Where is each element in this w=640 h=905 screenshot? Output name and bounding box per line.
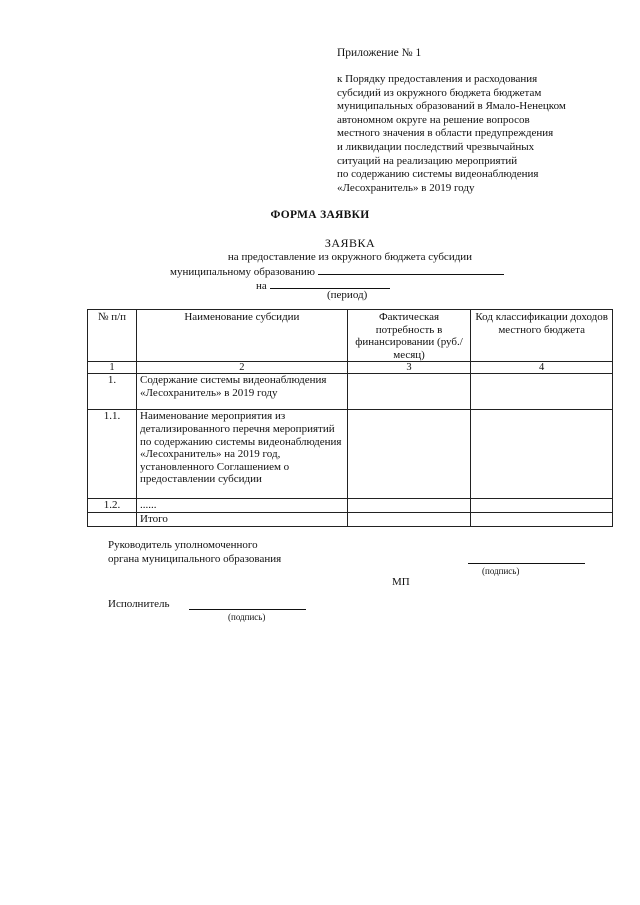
column-number: 2 [137,362,348,374]
row-need-cell[interactable] [347,374,471,410]
total-label: Итого [137,512,348,526]
request-subtitle: на предоставление из окружного бюджета субсидии [227,251,473,263]
column-number-row [88,362,613,374]
appendix-text [337,73,627,195]
header-num: № п/п [88,310,137,362]
period-caption: (период) [327,289,368,301]
municipality-line [170,264,504,278]
row-need-cell[interactable] [347,410,471,499]
column-number: 1 [88,362,137,374]
row-name: Содержание системы видеонаблюдения «Лесохранитель» в 2019 году [137,374,348,410]
appendix-line: ситуаций на реализацию мероприятий [337,154,518,167]
appendix-line: по содержанию системы видеонаблюдения [337,168,539,181]
form-title: ФОРМА ЗАЯВКИ [270,209,370,221]
header-code: Код классификации доходов местного бюджета [471,310,613,362]
municipality-field[interactable] [318,264,504,275]
row-num: 1.2. [88,499,137,513]
appendix-line: к Порядку предоставления и расходования [337,73,538,85]
row-name: ...... [137,499,348,513]
head-signature-caption: (подпись) [482,566,520,576]
table-row-total [88,512,613,526]
head-signatory-line: Руководитель уполномоченного [108,539,258,551]
table-row [88,410,613,499]
row-code-cell[interactable] [471,374,613,410]
executor-signature-caption: (подпись) [228,612,266,622]
appendix-line: и ликвидации последствий чрезвычайных [337,140,535,153]
table-header-row [88,310,613,362]
column-number: 3 [347,362,471,374]
row-need-cell[interactable] [347,499,471,513]
request-table [87,309,613,527]
total-code-cell[interactable] [471,512,613,526]
table-row [88,499,613,513]
total-need-cell[interactable] [347,512,471,526]
period-line [256,278,390,292]
head-signatory-line: органа муниципального образования [108,552,282,565]
appendix-line: муниципальных образований в Ямало-Ненецком [337,100,566,113]
head-signatory [108,539,281,566]
request-title: ЗАЯВКА [324,236,376,250]
stamp-place: МП [392,576,410,588]
appendix-line: субсидий из окружного бюджета бюджетам [337,86,542,99]
period-field[interactable] [270,278,390,289]
executor-signature-field[interactable] [189,609,306,610]
header-need: Фактическая потребность в финансировании (руб./месяц) [347,310,471,362]
column-number: 4 [471,362,613,374]
row-code-cell[interactable] [471,410,613,499]
executor-label: Исполнитель [108,598,170,610]
row-num: 1. [88,374,137,410]
row-num [88,512,137,526]
appendix-line: автономном округе на решение вопросов [337,113,530,126]
header-name: Наименование субсидии [137,310,348,362]
row-name: Наименование мероприятия из детализированного перечня мероприятий по содержанию системы видеонаблюдения «Лесохранитель» на 2019 год, установленного Соглашением о предоставлении субсидии [137,410,348,499]
appendix-line: местного значения в области предупреждения [337,127,554,140]
table-row [88,374,613,410]
period-prefix: на [256,280,267,292]
row-code-cell[interactable] [471,499,613,513]
row-num: 1.1. [88,410,137,499]
appendix-line: «Лесохранитель» в 2019 году [337,181,475,194]
municipality-label: муниципальному образованию [170,266,315,278]
head-signature-field[interactable] [468,563,585,564]
appendix-title: Приложение № 1 [337,47,422,59]
